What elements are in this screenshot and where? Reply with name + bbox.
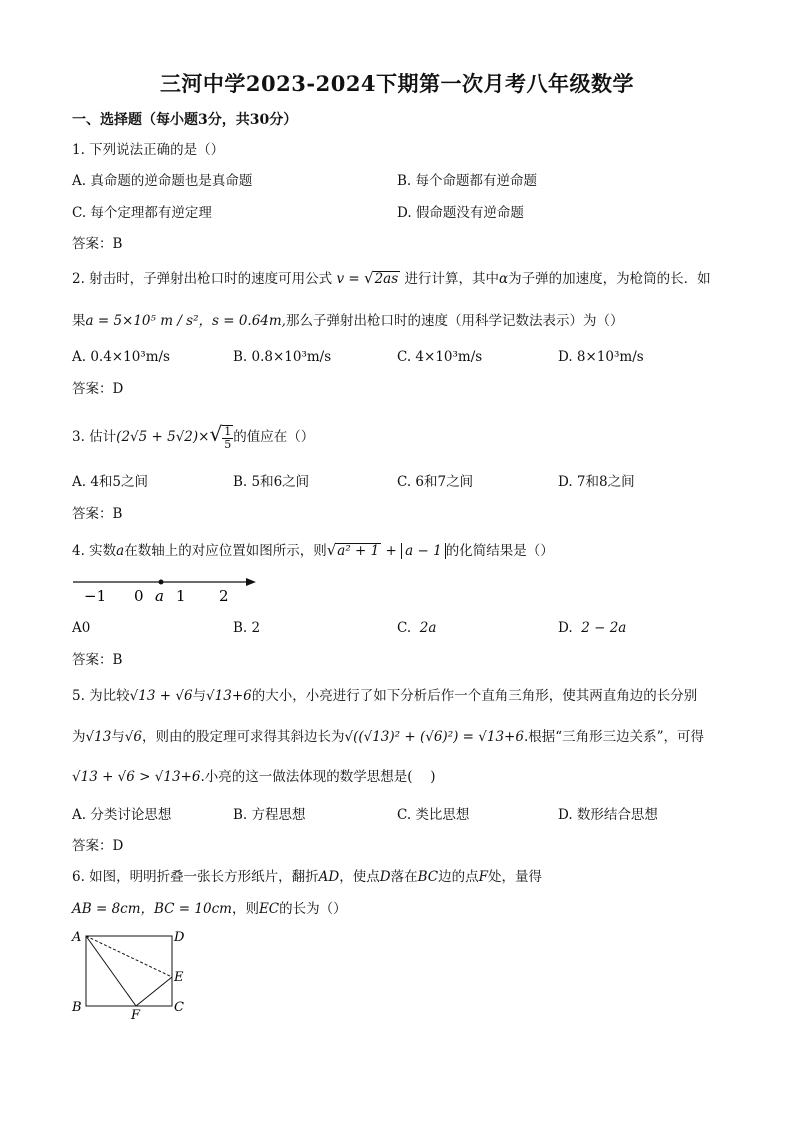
- q6-l1-c: 落在: [390, 869, 418, 885]
- label-f: F: [131, 1008, 141, 1020]
- q2-line2-math: a = 5×10⁵ m / s²，s = 0.64m,: [85, 313, 286, 329]
- q2-alpha: α: [498, 271, 509, 287]
- q3-option-b: B. 5和6之间: [233, 474, 310, 490]
- q5-l1-expr1: √13 + √6: [129, 688, 193, 704]
- q5-l2-r2: √6: [124, 729, 142, 745]
- q6-l2-c: 的长为（）: [279, 901, 347, 917]
- q5-l2-expr: √((√13)² + (√6)²) = √13+6: [344, 729, 524, 745]
- q6-AD: AD: [318, 869, 340, 885]
- q5-l2-b: 与: [111, 729, 125, 745]
- q2-option-b: B. 0.8×10³m/s: [233, 349, 332, 365]
- q4-plus: +: [381, 543, 402, 559]
- q3-stem: [72, 424, 314, 451]
- q5-answer: 答案：D: [72, 838, 124, 854]
- q2-eq: =: [344, 271, 365, 287]
- axis-label-1: 1: [176, 587, 186, 605]
- number-line-figure: [70, 572, 270, 608]
- q6-l2-b: ，则: [231, 901, 259, 917]
- q6-l2-EC: EC: [258, 901, 280, 917]
- q4-option-c: [397, 618, 436, 638]
- q4-option-c-math: 2a: [419, 620, 437, 636]
- q4-radical-sign: √: [326, 541, 337, 559]
- q6-line1: [72, 867, 542, 887]
- q3-frac-den: 5: [224, 437, 232, 451]
- q6-l1-b: ，使点: [339, 869, 380, 885]
- q5-l2-r1: √13: [85, 729, 112, 745]
- q6-l1-e: 处，量得: [487, 869, 542, 885]
- page-title: 三河中学2023-2024下期第一次月考八年级数学: [159, 71, 635, 96]
- q5-line3: [72, 767, 436, 787]
- segment-af: [86, 936, 136, 1006]
- q2-v: v: [336, 271, 345, 287]
- q3-option-d: D. 7和8之间: [558, 474, 635, 490]
- q3-expr: (2√5 + 5√2)×: [116, 429, 210, 445]
- q2-stem-line2: [72, 311, 623, 331]
- axis-label-neg1: −1: [84, 587, 107, 605]
- q5-l1-expr2: √13+6: [206, 688, 252, 704]
- q1-option-d: D. 假命题没有逆命题: [397, 205, 524, 221]
- q1-option-b: B. 每个命题都有逆命题: [397, 173, 538, 189]
- q3-text-a: 3. 估计: [72, 429, 117, 445]
- q5-line1: [72, 686, 697, 706]
- q5-l3-a: .小亮的这一做法体现的数学思想是( ): [200, 769, 436, 785]
- q6-l1-a: 6. 如图，明明折叠一张长方形纸片，翻折: [72, 869, 319, 885]
- q6-D: D: [379, 869, 391, 885]
- q4-abs: a − 1: [401, 543, 446, 559]
- q4-option-d: [558, 618, 626, 638]
- segment-ae-dashed: [86, 936, 172, 977]
- q5-l2-d: .根据“三角形三边关系”，可得: [523, 729, 705, 745]
- q5-l1-b: 与: [192, 688, 207, 704]
- axis-label-0: 0: [134, 587, 144, 605]
- rectangle-fold-figure: [68, 925, 193, 1020]
- label-e: E: [174, 970, 184, 985]
- q4-radicand: a² + 1: [337, 543, 380, 559]
- q3-text-b: 的值应在（）: [233, 429, 315, 445]
- q1-stem: 1. 下列说法正确的是（）: [72, 142, 225, 158]
- q4-option-c-label: C.: [397, 620, 412, 636]
- q5-option-d: D. 数形结合思想: [558, 807, 658, 823]
- q4-text-c: 的化简结果是（）: [445, 543, 554, 559]
- q2-radical-sign: √: [364, 269, 374, 287]
- q5-l3-expr: √13 + √6 > √13+6: [72, 769, 201, 785]
- q6-line2: [72, 899, 347, 919]
- q2-text-c: 为子弹的加速度，为枪筒的长．如: [508, 271, 711, 287]
- q2-line2-b: 那么子弹射出枪口时的速度（用科学记数法表示）为（）: [285, 313, 624, 329]
- q1-answer: 答案：B: [72, 236, 123, 252]
- q5-l2-c: ，则由的股定理可求得其斜边长为: [141, 729, 345, 745]
- q4-stem: [72, 540, 554, 561]
- q6-F: F: [478, 869, 488, 885]
- q2-answer: 答案：D: [72, 381, 124, 397]
- q5-l1-a: 5. 为比较: [72, 688, 130, 704]
- q4-text-b: 在数轴上的对应位置如图所示，则: [124, 543, 327, 559]
- q2-text-a: 2. 射击时，子弹射出枪口时的速度可用公式: [72, 271, 333, 287]
- label-b: B: [72, 1000, 82, 1015]
- q5-option-c: C. 类比思想: [397, 807, 470, 823]
- label-a: A: [72, 930, 82, 945]
- q4-text-a: 4. 实数: [72, 543, 117, 559]
- q2-line2-a: 果: [72, 313, 86, 329]
- q2-stem-line1: [72, 268, 711, 289]
- q3-answer: 答案：B: [72, 506, 123, 522]
- label-c: C: [174, 1000, 184, 1015]
- q4-option-b: B. 2: [233, 620, 261, 636]
- segment-fe: [136, 977, 172, 1006]
- q3-option-a: A. 4和5之间: [72, 474, 149, 490]
- q1-option-a: A. 真命题的逆命题也是真命题: [72, 173, 253, 189]
- q4-a: a: [116, 543, 125, 559]
- q2-option-d: D. 8×10³m/s: [558, 349, 644, 365]
- q4-answer: 答案：B: [72, 652, 123, 668]
- q2-text-b: 进行计算，其中: [404, 271, 499, 287]
- label-d: D: [174, 930, 185, 945]
- q4-option-a: A0: [72, 620, 91, 636]
- q5-option-b: B. 方程思想: [233, 807, 306, 823]
- q1-option-c: C. 每个定理都有逆定理: [72, 205, 212, 221]
- q5-line2: [72, 727, 704, 747]
- q6-l1-d: 边的点: [438, 869, 479, 885]
- axis-label-a: a: [155, 587, 164, 605]
- q5-l2-a: 为: [72, 729, 86, 745]
- number-line-point-a: [159, 580, 164, 585]
- number-line-arrow: [246, 578, 256, 586]
- q2-radicand: 2as: [374, 271, 399, 287]
- q3-option-c: C. 6和7之间: [397, 474, 474, 490]
- q2-option-c: C. 4×10³m/s: [397, 349, 483, 365]
- q5-l1-c: 的大小，小亮进行了如下分析后作一个直角三角形，使其两直角边的长分别: [251, 688, 698, 704]
- q3-fraction: [222, 425, 233, 451]
- q4-option-d-label: D.: [558, 620, 573, 636]
- q2-option-a: A. 0.4×10³m/s: [72, 349, 170, 365]
- section-heading: 一、选择题（每小题3分，共30分）: [72, 112, 298, 128]
- axis-label-2: 2: [219, 587, 229, 605]
- q3-frac-num: 1: [224, 424, 232, 438]
- q6-l2-math: AB = 8cm，BC = 10cm: [72, 901, 232, 917]
- q3-radical-sign: √: [209, 422, 223, 446]
- q5-option-a: A. 分类讨论思想: [72, 807, 172, 823]
- q6-BC: BC: [417, 869, 439, 885]
- q4-option-d-math: 2 − 2a: [581, 620, 627, 636]
